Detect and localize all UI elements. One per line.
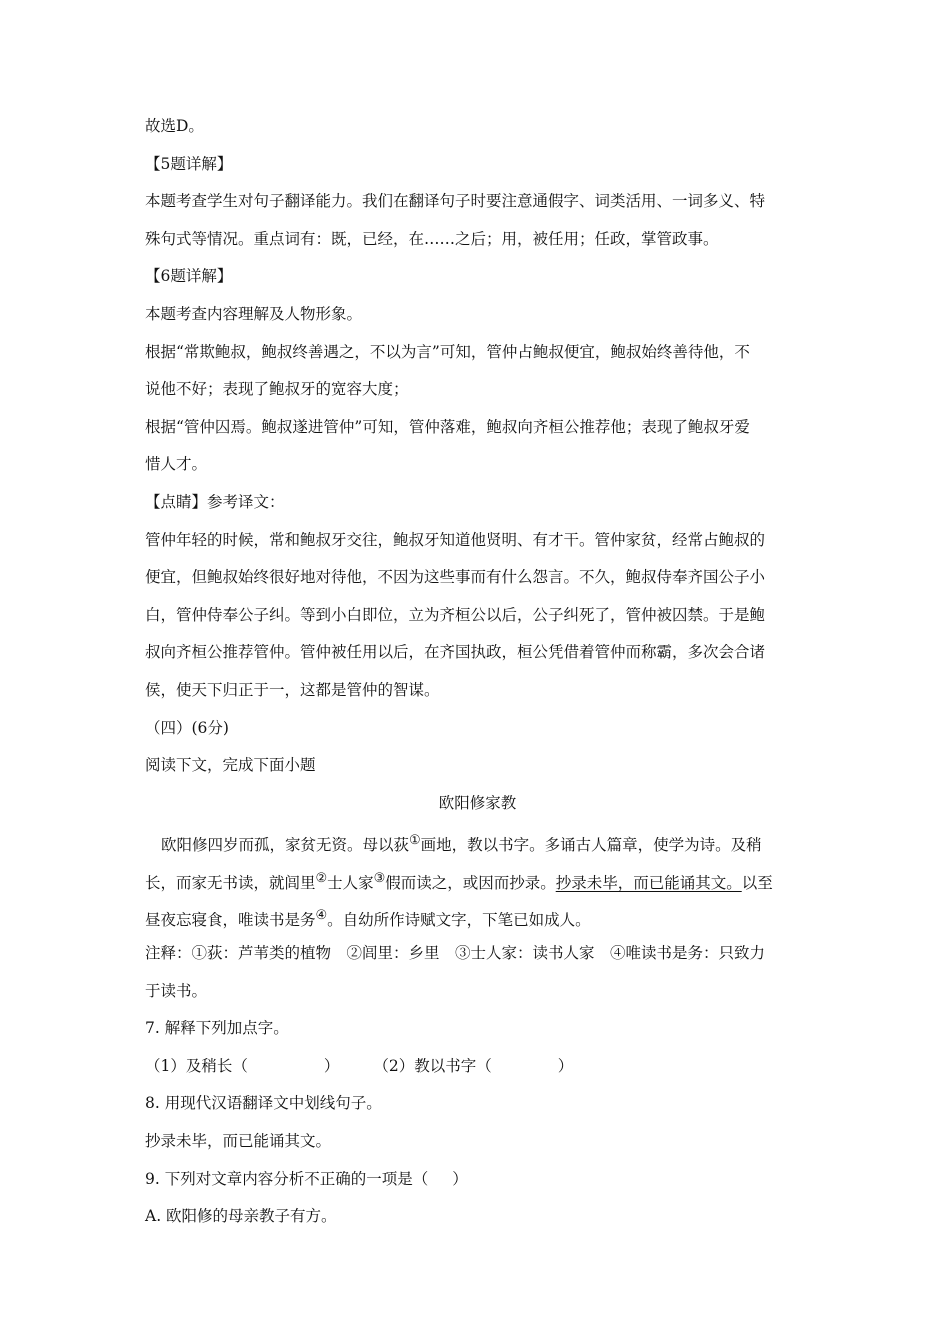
question-8: 8. 用现代汉语翻译文中划线句子。 [145,1094,382,1113]
translation-line: 管仲年轻的时候，常和鲍叔牙交往，鲍叔牙知道他贤明、有才干。管仲家贫，经常占鲍叔的 [145,530,766,549]
section-heading-q5: 【5题详解】 [145,154,233,173]
passage-line: 昼夜忘寝食，唯读书是务④。自幼所作诗赋文字，下笔已如成人。 [145,908,591,930]
passage-line: 欧阳修四岁而孤，家贫无资。母以荻①画地，教以书字。多诵古人篇章，使学为诗。及稍 [161,833,762,855]
paragraph-line: 殊句式等情况。重点词有：既，已经，在……之后；用，被任用；任政，掌管政事。 [145,229,719,248]
section-heading-part4: （四）(6分) [145,718,229,737]
notes-line: 于读书。 [145,981,208,1000]
section-heading-tips: 【点睛】参考译文： [145,492,285,511]
footnote-marker: ① [409,833,421,849]
paragraph-line: 本题考查内容理解及人物形象。 [145,304,363,323]
paragraph-line: 惜人才。 [145,455,208,474]
option-a: A. 欧阳修的母亲教子有方。 [145,1207,337,1226]
notes-line: 注释：①荻：芦苇类的植物 ②闾里：乡里 ③士人家：读书人家 ④唯读书是务：只致力 [145,944,766,963]
paragraph-line: 根据“常欺鲍叔，鲍叔终善遇之，不以为言”可知，管仲占鲍叔便宜，鲍叔始终善待他，不 [145,342,750,361]
paragraph-line: 说他不好；表现了鲍叔牙的宽容大度； [145,380,409,399]
section-heading-q6: 【6题详解】 [145,267,233,286]
translation-line: 白，管仲侍奉公子纠。等到小白即位，立为齐桓公以后，公子纠死了，管仲被囚禁。于是鲍 [145,605,766,624]
footnote-marker: ③ [373,870,386,886]
document-content [145,108,810,1236]
paragraph-line: 本题考查学生对句子翻译能力。我们在翻译句子时要注意通假字、词类活用、一词多义、特 [145,192,766,211]
paragraph-line: 根据“管仲囚焉。鲍叔遂进管仲”可知，管仲落难，鲍叔向齐桓公推荐他；表现了鲍叔牙爱 [145,417,750,436]
instruction-line: 阅读下文，完成下面小题 [145,756,316,775]
translation-line: 便宜，但鲍叔始终很好地对待他，不因为这些事而有什么怨言。不久，鲍叔侍奉齐国公子小 [145,568,766,587]
translation-line: 叔向齐桓公推荐管仲。管仲被任用以后，在齐国执政，桓公凭借着管仲而称霸，多次会合诸 [145,643,766,662]
passage-title: 欧阳修家教 [438,793,517,812]
question-9: 9. 下列对文章内容分析不正确的一项是（ ） [145,1169,468,1188]
question-8-sentence: 抄录未毕，而已能诵其文。 [145,1132,332,1151]
footnote-marker: ② [315,870,328,886]
footnote-marker: ④ [315,908,328,924]
passage-line: 长，而家无书读，就闾里②士人家③假而读之，或因而抄录。抄录未毕，而已能诵其文。以至 [145,870,773,893]
translation-line: 侯，使天下归正于一，这都是管仲的智谋。 [145,680,440,699]
answer-line: 故选D。 [145,117,204,135]
question-7: 7. 解释下列加点字。 [145,1019,289,1038]
underlined-sentence: 抄录未毕，而已能诵其文。 [555,874,742,893]
question-7-blanks: （1）及稍长（ ） （2）教以书字（ ） [145,1056,574,1075]
